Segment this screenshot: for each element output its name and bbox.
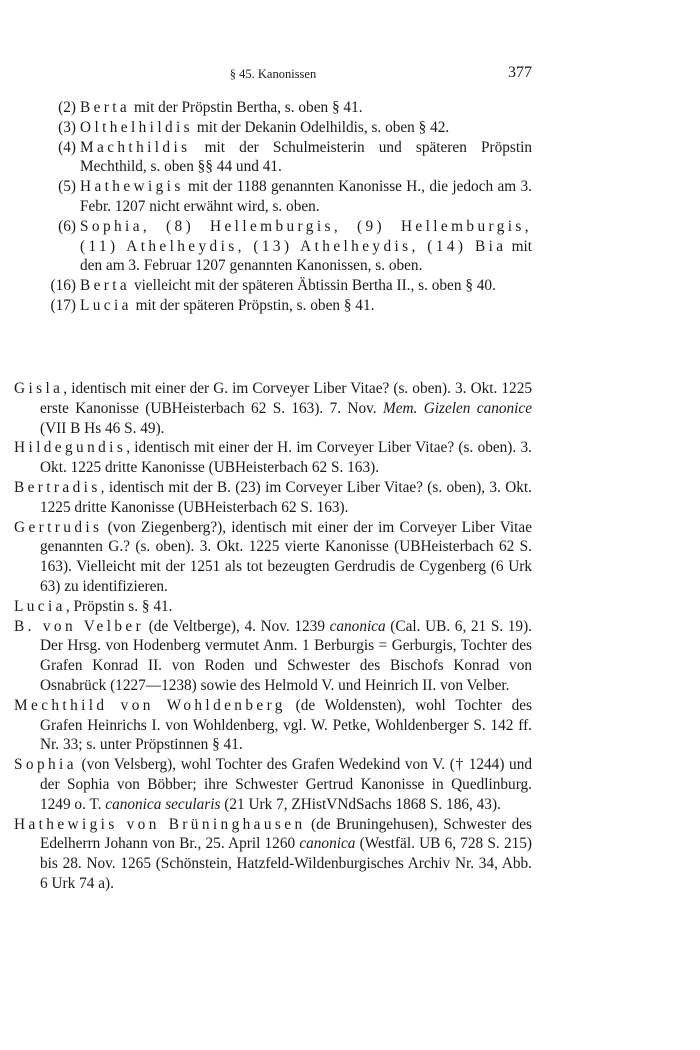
entry-name: Mechthild von Wohldenberg: [14, 696, 286, 714]
entry-name: Lucia: [14, 597, 66, 615]
page-header: [14, 64, 532, 84]
item-text: mit der späteren Pröpstin, s. oben § 41.: [131, 296, 375, 314]
list-item: [40, 118, 532, 138]
entry-text: (de Bruningehusen), Schwester des Edelherrn Johann von Br., 25. April 1260: [40, 815, 532, 853]
item-number: (16): [50, 277, 76, 295]
entry-text-end: (Westfäl. UB 6, 728 S. 215) bis 28. Nov. 1265 (Schönstein, Hatzfeld-Wildenburgisches Archiv Nr. 34, Abb. 6 Urk 74 a).: [40, 835, 532, 892]
entry-text: , Pröpstin s. § 41.: [65, 597, 173, 615]
entry-name: Bertradis: [14, 478, 101, 496]
item-text: mit der Schulmeisterin und späteren Pröpstin Mechthild, s. oben §§ 44 und 41.: [80, 138, 532, 176]
item-text: mit der Dekanin Odelhildis, s. oben § 42.: [193, 118, 450, 136]
entry-text: (von Velsberg), wohl Tochter des Grafen Wedekind von V. († 1244) und der Sophia von Böbber; ihre Schwester Gertrud Kanonisse in Quedlinburg. 1249 o. T.: [40, 756, 532, 813]
entry-italic: canonica secularis: [105, 795, 221, 813]
entry-name: B. von Velber: [14, 617, 145, 635]
entry: [14, 815, 532, 894]
spaced-name: Hathewigis: [80, 178, 184, 196]
item-text: vielleicht mit der späteren Äbtissin Bertha II., s. oben § 40.: [130, 277, 496, 295]
item-number: (17): [50, 296, 76, 314]
spaced-name: Berta: [80, 277, 131, 295]
entry-text: (de Veltberge), 4. Nov. 1239: [144, 617, 330, 635]
entry: [14, 478, 532, 518]
entry: [14, 755, 532, 814]
item-number: (4): [58, 138, 76, 156]
entry: [14, 438, 532, 478]
entry-name: Sophia: [14, 756, 77, 774]
list-item: [40, 276, 532, 296]
entry-italic: canonica: [299, 835, 356, 853]
entry-text-end: (21 Urk 7, ZHistVNdSachs 1868 S. 186, 43).: [220, 795, 501, 813]
entry-text: (von Ziegenberg?), identisch mit einer der im Corveyer Liber Vitae genannten G.? (s. oben). 3. Okt. 1225 vierte Kanonisse (UBHeisterbach 62 S. 163). Vielleicht mit der 1251 als tot bezeugten Gerdrudis de Cygenberg (6 Urk 63) zu identifizieren.: [40, 518, 532, 595]
entry-text-end: (VII B Hs 46 S. 49).: [40, 419, 165, 437]
entry-italic: Mem. Gizelen canonice: [382, 399, 532, 417]
entry: [14, 696, 532, 755]
spaced-name: Sophia, (8) Hellemburgis, (9) Hellemburgis, (11) Athelheydis, (13) Athelheydis, (14) Bia: [80, 217, 532, 255]
entry: [14, 617, 532, 696]
spaced-name: Lucia: [80, 296, 132, 314]
entry-italic: canonica: [329, 617, 386, 635]
item-text: mit der Pröpstin Bertha, s. oben § 41.: [130, 99, 363, 116]
spaced-name: Berta: [80, 99, 131, 116]
item-number: (2): [58, 99, 76, 116]
list-item: [40, 177, 532, 217]
item-number: (3): [58, 118, 76, 136]
entry: [14, 379, 532, 438]
entry-text: (de Woldensten), wohl Tochter des Grafen Heinrichs I. von Wohldenberg, vgl. W. Petke, Wohldenberger S. 142 ff. Nr. 33; s. unter Pröpstinnen § 41.: [40, 696, 532, 754]
item-text: mit der 1188 genannten Kanonisse H., die jedoch am 3. Febr. 1207 nicht erwähnt wird, s. oben.: [80, 178, 532, 215]
entry-text: , identisch mit der B. (23) im Corveyer Liber Vitae? (s. oben), 3. Okt. 1225 dritte Kanonisse (UBHeisterbach 62 S. 163).: [40, 478, 532, 516]
entry-text: , identisch mit einer der G. im Corveyer Liber Vitae? (s. oben). 3. Okt. 1225 erste Kanonisse (UBHeisterbach 62 S. 163). 7. Nov.: [40, 380, 532, 417]
item-number: (5): [58, 178, 76, 196]
entry-text: , identisch mit einer der H. im Corveyer Liber Vitae? (s. oben). 3. Okt. 1225 dritte Kanonisse (UBHeisterbach 62 S. 163).: [40, 439, 532, 477]
list-item: [40, 138, 532, 178]
entry-list: [14, 379, 532, 894]
item-number: (6): [58, 217, 76, 235]
entry: [14, 518, 532, 597]
item-text: mit den am 3. Februar 1207 genannten Kanonissen, s. oben.: [80, 237, 532, 275]
numbered-list: [40, 98, 532, 316]
running-title: § 45. Kanonissen: [229, 67, 317, 81]
list-item: [40, 217, 532, 276]
entry-text-end: (Cal. UB. 6, 21 S. 19). Der Hrsg. von Hodenberg vermutet Anm. 1 Berburgis = Gerburgis, Tochter des Grafen Konrad II. von Roden und Schwester des Bischofs Konrad von Osnabrück (1227—1238) sowie des Helmold V. und Heinrich II. von Velber.: [40, 617, 532, 694]
entry-name: Hildegundis: [14, 439, 127, 457]
entry-name: Hathewigis von Brüninghausen: [14, 815, 306, 833]
entry-name: Gertrudis: [14, 518, 103, 536]
list-item: [40, 296, 532, 316]
spaced-name: Olthelhildis: [80, 118, 194, 136]
list-item: [40, 98, 532, 118]
entry-name: Gisla: [14, 380, 64, 397]
spaced-name: Machthildis: [80, 138, 191, 156]
entry: [14, 597, 532, 617]
page-number: 377: [508, 64, 532, 81]
